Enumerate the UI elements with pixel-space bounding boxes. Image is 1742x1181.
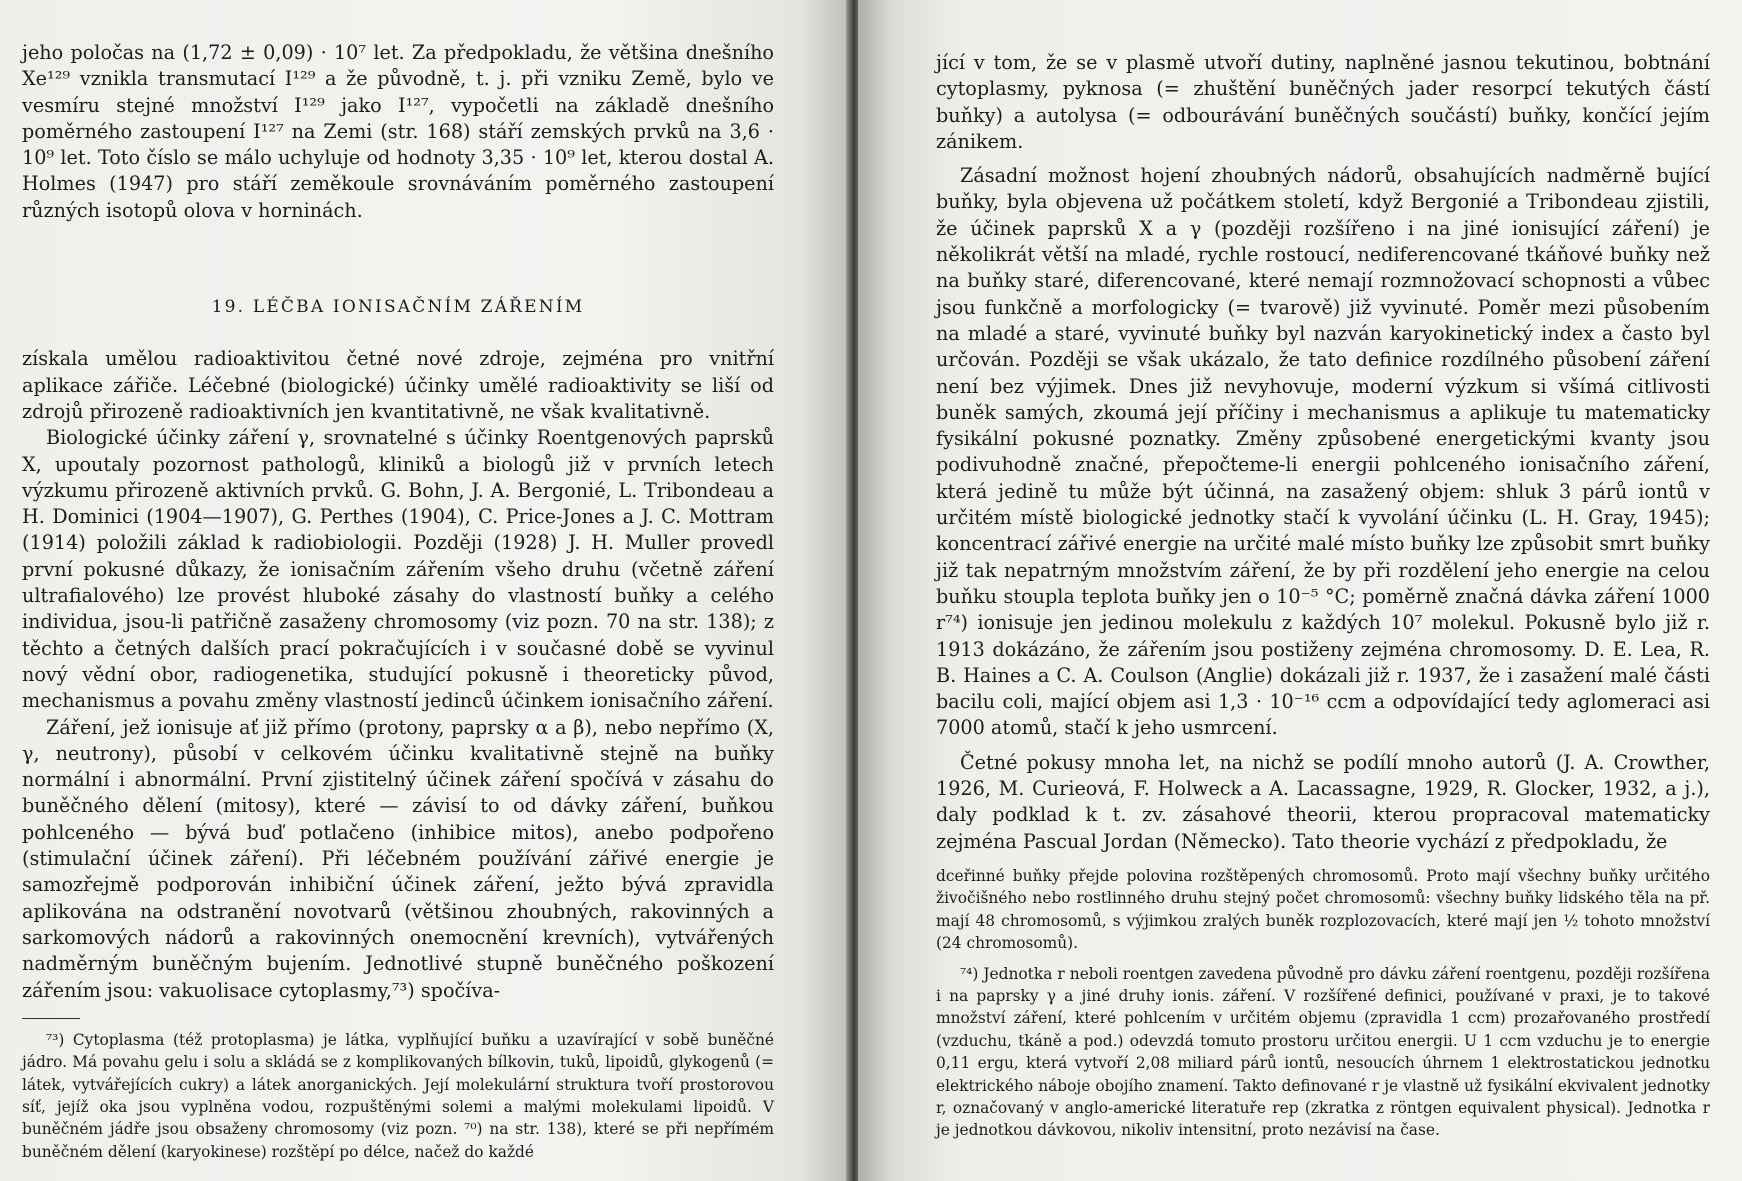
right-text-column [936, 50, 1710, 1142]
right-book-page [858, 0, 1742, 1181]
left-text-column [22, 40, 774, 1163]
body-paragraph: jící v tom, že se v plasmě utvoří dutiny, naplněné jasnou tekutinou, bobtnání cytoplasmy, pyknosa (= zhuštění buněčných jader resorpcí tekutých částí buňky) a autolysa (= odbourávání buněčných součástí) buňky, končící jejím zánikem. [936, 51, 1710, 153]
section-heading: 19. LÉČBA IONISAČNÍM ZÁŘENÍM [211, 297, 585, 318]
footnote-73: ⁷³) Cytoplasma (též protoplasma) je látka, vyplňující buňku a uzavírající v sobě buněčné jádro. Má povahu gelu i solu a skládá se z komplikovaných bílkovin, tuků, lipoidů, glykogenů (= látek, vytvářejících cukry) a látek anorganických. Její molekulární struktura tvoří prostorovou síť, jejíž oka jsou vyplněna vodou, rozpuštěnými solemi a malými molekulami lipoidů. V buněčném jádře jsou obsaženy chromosomy (viz pozn. ⁷⁰) na str. 138), které se při nepřímém buněčném dělení (karyokinese) rozštěpí po délce, načež do každé [22, 1030, 774, 1161]
footnote-74: ⁷⁴) Jednotka r neboli roentgen zavedena původně pro dávku záření roentgenu, později rozšířena i na paprsky γ a jiné druhy ionis. záření. V rozšířené definici, používané v praxi, je to takové množství záření, které pohlcením v určitém objemu (zpravidla 1 ccm) prozařovaného prostředí (vzduchu, tkáně a pod.) odevzdá tomuto prostoru určitou energii. U 1 ccm vzduchu je to energie 0,11 ergu, která vytvoří 2,08 miliard párů iontů, nesoucích úhrnem 1 elektrostatickou jednotku elektrického náboje obojího znamení. Takto definované r je vlastně už fysikální ekvivalent jednotky r, označovaný v anglo-americké literatuře rep (zkratka z röntgen equivalent physical). Jednotka r je jednotkou dávkovou, nikoliv intensitní, proto nezávisí na čase. [936, 964, 1710, 1140]
body-paragraph: získala umělou radioaktivitou četné nové zdroje, zejména pro vnitřní aplikace zářiče. Léčebné (biologické) účinky umělé radioaktivity se liší od zdrojů přirozeně radioaktivních jen kvantitativně, ne však kvalitativně. [22, 347, 774, 423]
body-paragraph: Biologické účinky záření γ, srovnatelné s účinky Roentgenových paprsků X, upoutaly pozornost pathologů, kliniků a biologů již v prvních letech výzkumu přirozeně aktivních prvků. G. Bohn, J. A. Bergonié, L. Tribondeau a H. Dominici (1904—1907), G. Perthes (1904), C. Price-Jones a J. C. Mottram (1914) položili základ k radiobiologii. Později (1928) J. H. Muller provedl první pokusné důkazy, že ionisačním zářením všeho druhu (včetně záření ultrafialového) lze provést hluboké zásahy do vlastností buňky a celého individua, jsou-li patřičně zasaženy chromosomy (viz pozn. 70 na str. 138); z těchto a četných dalších prací pokračujících i v současné době se vyvinul nový vědní obor, radiogenetika, studující pokusně i theoreticky původ, mechanismus a povahu změny vlastností jedinců účinkem ionisačního záření. [22, 426, 774, 713]
body-paragraph: Záření, jež ionisuje ať již přímo (protony, paprsky α a β), nebo nepřímo (X, γ, neutrony), působí v celkovém účinku kvalitativně stejně na buňky normální i abnormální. První zjistitelný účinek záření spočívá v zásahu do buněčného dělení (mitosy), které — závisí to od dávky záření, buňkou pohlceného — bývá buď potlačeno (inhibice mitos), anebo podpořeno (stimulační účinek záření). Při léčebném používání zářivé energie je samozřejmě podporován inhibiční účinek záření, ježto bývá zpravidla aplikována na odstranění novotvarů (většinou zhoubných, rakovinných a sarkomových nádorů a rakovinných onemocnění krevních), vytvářených nadměrným buněčným bujením. Jednotlivé stupně buněčného poškození zářením jsou: vakuolisace cytoplasmy,⁷³) spočíva- [22, 715, 774, 1002]
footnote-divider [22, 1018, 80, 1019]
left-book-page [0, 0, 852, 1181]
footnote-73-continued: dceřinné buňky přejde polovina rozštěpených chromosomů. Proto mají všechny buňky určitého živočišného nebo rostlinného druhu stejný počet chromosomů: všechny buňky lidského těla na př. mají 48 chromosomů, s výjimkou zralých buněk rozplozovacích, které mají jen ½ tohoto množství (24 chromosomů). [936, 866, 1710, 953]
intro-paragraph: jeho poločas na (1,72 ± 0,09) · 10⁷ let. Za předpokladu, že většina dnešního Xe¹²⁹ vznikla transmutací I¹²⁹ a že původně, t. j. při vzniku Země, bylo ve vesmíru stejné množství I¹²⁹ jako I¹²⁷, vypočetli na základě dnešního poměrného zastoupení I¹²⁷ na Zemi (str. 168) stáří zemských prvků na 3,6 · 10⁹ let. Toto číslo se málo uchyluje od hodnoty 3,35 · 10⁹ let, kterou dostal A. Holmes (1947) pro stáří zeměkoule srovnáváním poměrného zastoupení různých isotopů olova v horninách. [22, 41, 774, 222]
body-paragraph: Četné pokusy mnoha let, na nichž se podílí mnoho autorů (J. A. Crowther, 1926, M. Curieová, F. Holweck a A. Lacassagne, 1929, R. Glocker, 1932, a j.), daly podklad k t. zv. zásahové theorii, kterou propracoval matematicky zejména Pascual Jordan (Německo). Tato theorie vychází z předpokladu, že [936, 750, 1710, 853]
body-paragraph: Zásadní možnost hojení zhoubných nádorů, obsahujících nadměrně bující buňky, byla objevena už počátkem století, když Bergonié a Tribondeau zjistili, že účinek paprsků X a γ (později rozšířeno i na jiné ionisující záření) je několikrát větší na mladé, rychle rostoucí, nediferencované tkáňové buňky než na buňky staré, diferencované, které nemají rozmnožovací schopnosti a vůbec jsou funkčně a morfologicky (= tvarově) již vyvinuté. Poměr mezi působením na mladé a staré, vyvinuté buňky byl nazván karyokinetický index a často byl určován. Později se však ukázalo, že tato definice rozdílného působení záření není bez výjimek. Dnes již nevyhovuje, moderní výzkum si všímá citlivosti buněk samých, zkoumá její příčiny i mechanismus a aplikuje tu matematicky fysikální pokusné poznatky. Změny způsobené energetickými kvanty jsou podivuhodně značné, přepočteme-li energii pohlceného ionisačního záření, která jedině tu může být účinná, na zasažený objem: shluk 3 párů iontů v určitém místě biologické jednotky stačí k vyvolání účinku (L. H. Gray, 1945); koncentrací zářivé energie na určité malé místo buňky lze způsobit smrt buňky již tak nepatrným množstvím záření, že by při rozdělení jeho energie na celou buňku stoupla teplota buňky jen o 10⁻⁵ °C; poměrně značná dávka záření 1000 r⁷⁴) ionisuje jen jedinou molekulu z každých 10⁷ molekul. Pokusně bylo již r. 1913 dokázáno, že zářením jsou postiženy zejména chromosomy. D. E. Lea, R. B. Haines a C. A. Coulson (Anglie) dokázali již r. 1937, že i zasažení malé části bacilu coli, mající objem asi 1,3 · 10⁻¹⁶ ccm a odpovídající tedy aglomeraci asi 7000 atomů, stačí k jeho usmrcení. [936, 164, 1710, 740]
